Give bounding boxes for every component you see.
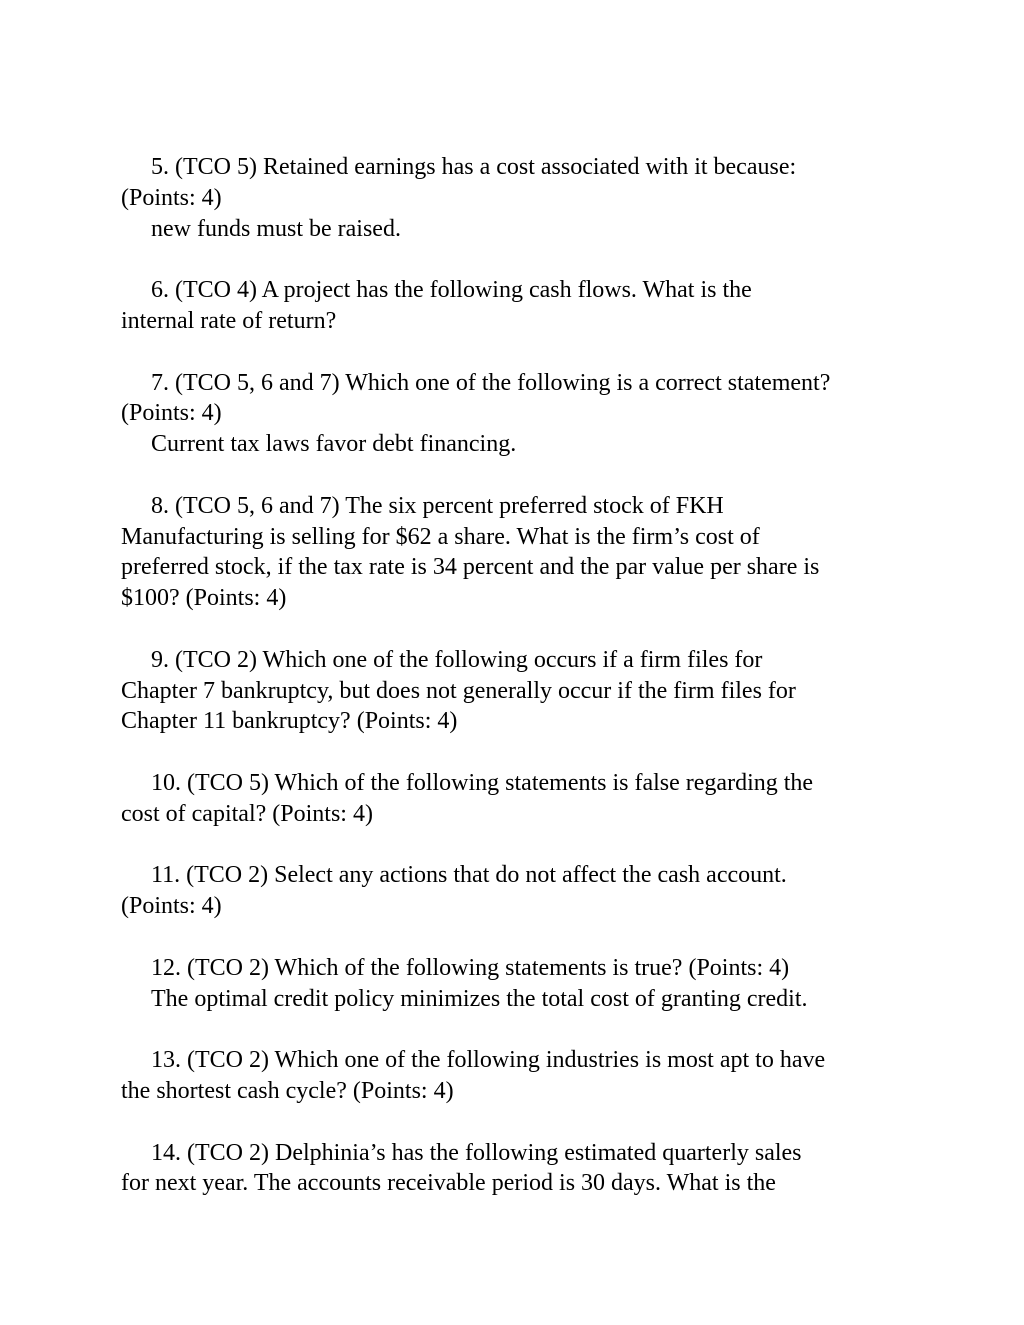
question-11 — [121, 860, 921, 922]
question-text: 10. (TCO 5) Which of the following statements is false regarding the cost of capital? (Points: 4) — [121, 769, 814, 827]
question-text: 13. (TCO 2) Which one of the following industries is most apt to have the shortest cash cycle? (Points: 4) — [121, 1047, 826, 1104]
question-answer: Current tax laws favor debt financing. — [151, 431, 517, 458]
question-9 — [121, 645, 921, 737]
question-text: 14. (TCO 2) Delphinia’s has the following estimated quarterly sales for next year. The accounts receivable period is 30 days. What is the — [121, 1139, 802, 1197]
question-text: 6. (TCO 4) A project has the following cash flows. What is the internal rate of return? — [121, 277, 752, 334]
question-7 — [121, 368, 921, 460]
question-14 — [121, 1138, 921, 1200]
question-text: 11. (TCO 2) Select any actions that do not affect the cash account. (Points: 4) — [121, 862, 787, 920]
question-answer: new funds must be raised. — [151, 215, 401, 242]
question-12 — [121, 953, 921, 1015]
question-list — [121, 152, 921, 1230]
question-10 — [121, 768, 921, 830]
question-text: 12. (TCO 2) Which of the following statements is true? (Points: 4) — [151, 954, 790, 981]
question-text: 8. (TCO 5, 6 and 7) The six percent preferred stock of FKH Manufacturing is selling for $62 a share. What is the firm’s cost of preferred stock, if the tax rate is 34 percent and the par value per share is $100? (Points: 4) — [121, 492, 820, 612]
question-8 — [121, 491, 921, 614]
question-text: 9. (TCO 2) Which one of the following occurs if a firm files for Chapter 7 bankruptcy, but does not generally occur if the firm files for Chapter 11 bankruptcy? (Points: 4) — [121, 646, 796, 735]
question-text: 5. (TCO 5) Retained earnings has a cost associated with it because: (Points: 4) — [121, 154, 797, 211]
question-13 — [121, 1045, 921, 1107]
question-answer: The optimal credit policy minimizes the total cost of granting credit. — [151, 985, 808, 1012]
question-6 — [121, 275, 921, 337]
question-5 — [121, 152, 921, 244]
question-text: 7. (TCO 5, 6 and 7) Which one of the following is a correct statement? (Points: 4) — [121, 369, 831, 427]
